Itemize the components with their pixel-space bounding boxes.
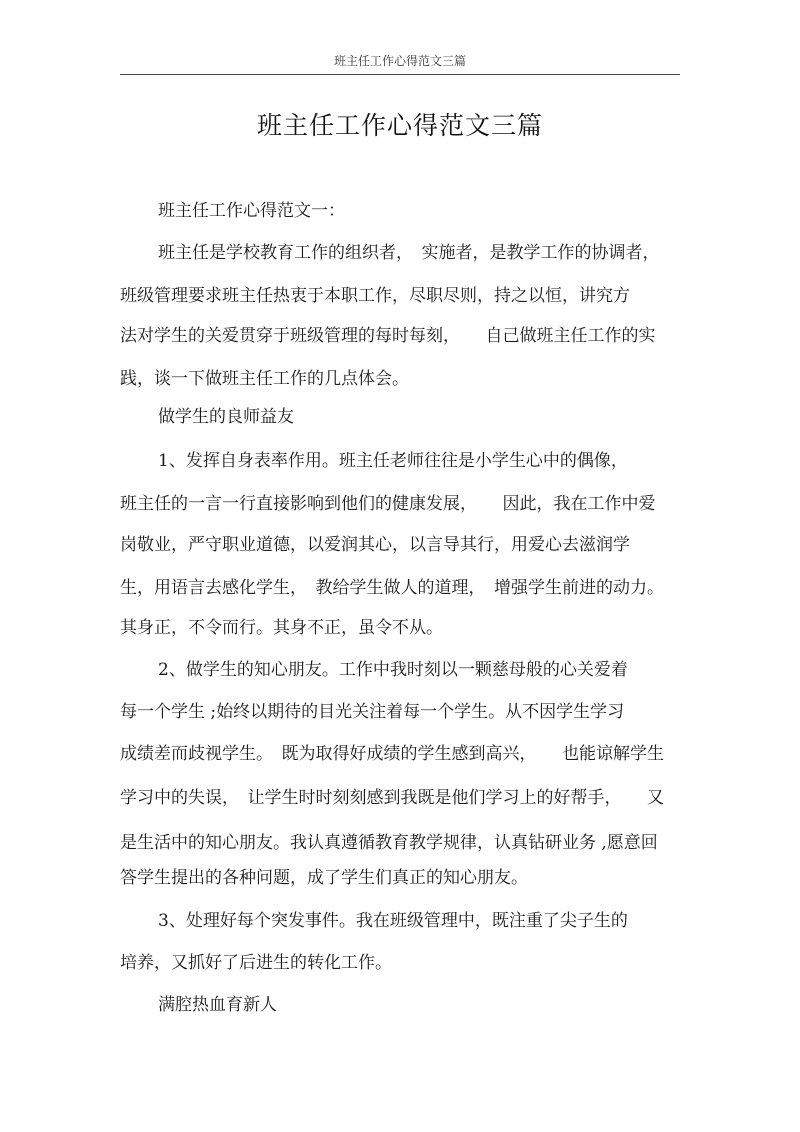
text-line: 成绩差而歧视学生。 既为取得好成绩的学生感到高兴， 也能谅解学生 [120, 744, 664, 764]
text-line: 班主任的一言一行直接影响到他们的健康发展， 因此，我在工作中爱 [120, 494, 656, 514]
text-line: 每一个学生 ;始终以期待的目光关注着每一个学生。从不因学生学习 [120, 702, 625, 722]
text-line: 学习中的失误， 让学生时时刻刻感到我既是他们学习上的好帮手， 又 [120, 788, 664, 808]
document-title: 班主任工作心得范文三篇 [256, 111, 543, 140]
text-line: 岗敬业，严守职业道德，以爱润其心，以言导其行，用爱心去滋润学 [120, 535, 630, 555]
text-line: 培养，又抓好了后进生的转化工作。 [120, 953, 392, 973]
text-line: 答学生提出的各种问题，成了学生们真正的知心朋友。 [120, 868, 528, 888]
text-line: 3、处理好每个突发事件。我在班级管理中，既注重了尖子生的 [158, 911, 628, 931]
section-heading: 做学生的良师益友 [158, 407, 294, 427]
text-line: 1、发挥自身表率作用。班主任老师往往是小学生心中的偶像， [158, 451, 628, 471]
text-line: 其身正，不令而行。其身不正，虽令不从。 [120, 618, 443, 638]
header-rule [120, 74, 680, 75]
text-line: 法对学生的关爱贯穿于班级管理的每时每刻， 自己做班主任工作的实 [120, 326, 656, 346]
paragraph-heading: 班主任工作心得范文一： [158, 201, 345, 221]
section-heading: 满腔热血育新人 [158, 995, 277, 1015]
running-header: 班主任工作心得范文三篇 [333, 54, 466, 68]
text-line: 班级管理要求班主任热衷于本职工作，尽职尽则，持之以恒，讲究方 [120, 286, 630, 306]
text-line: 是生活中的知心朋友。我认真遵循教育教学规律，认真钻研业务 ,愿意回 [120, 833, 658, 853]
text-line: 班主任是学校教育工作的组织者， 实施者，是教学工作的协调者， [158, 243, 660, 263]
text-line: 践，谈一下做班主任工作的几点体会。 [120, 369, 409, 389]
text-line: 2、做学生的知心朋友。工作中我时刻以一颗慈母般的心关爱着 [158, 660, 628, 680]
text-line: 生，用语言去感化学生， 教给学生做人的道理， 增强学生前进的动力。 [120, 578, 664, 598]
